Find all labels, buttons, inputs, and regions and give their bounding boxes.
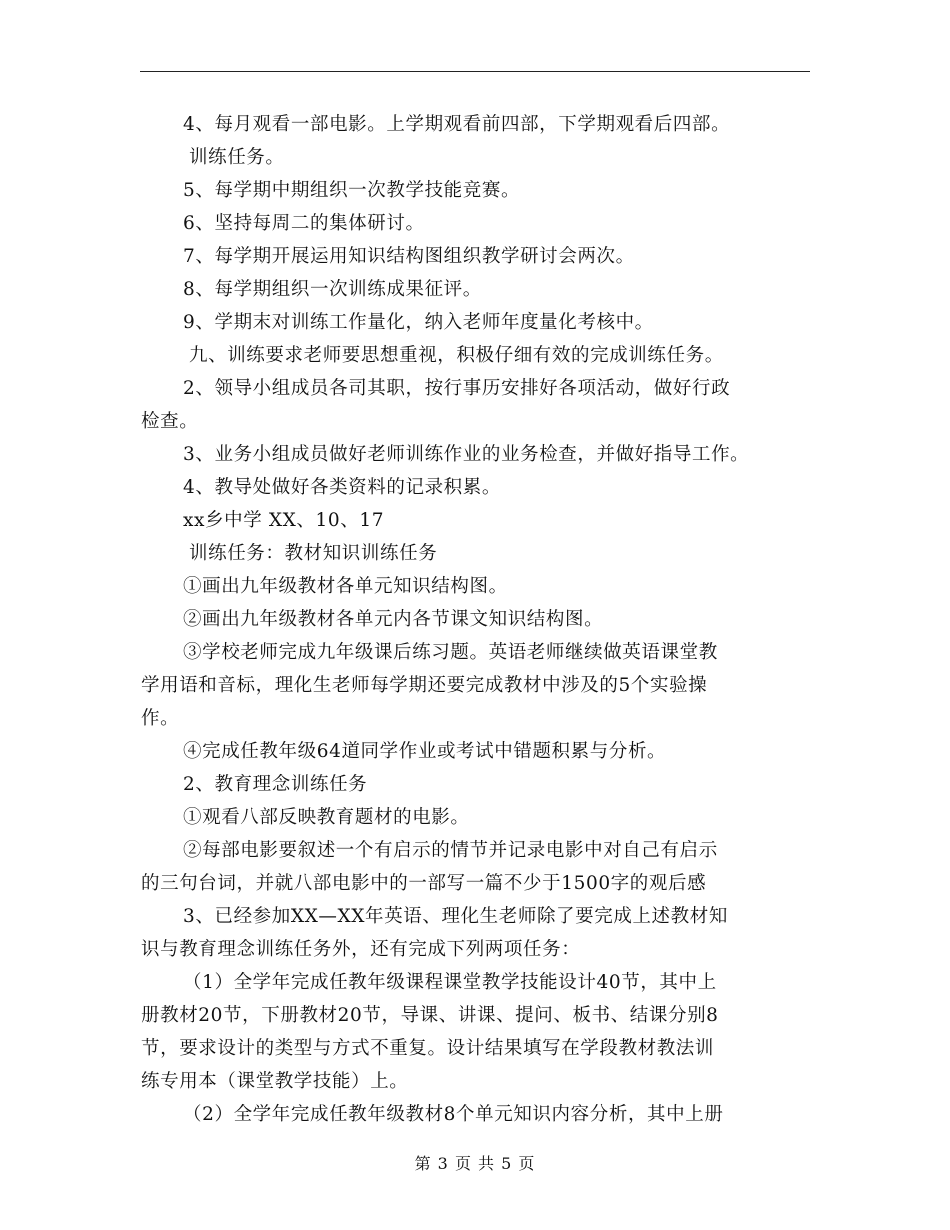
- text-line: 2、领导小组成员各司其职，按行事历安排好各项活动，做好行政: [183, 378, 731, 399]
- text-line: 5、每学期中期组织一次教学技能竞赛。: [183, 180, 521, 201]
- text-line: ③学校老师完成九年级课后练习题。英语老师继续做英语课堂教: [183, 642, 718, 663]
- text-line: ②画出九年级教材各单元内各节课文知识结构图。: [183, 609, 604, 630]
- text-line: ②每部电影要叙述一个有启示的情节并记录电影中对自己有启示: [183, 840, 718, 861]
- text-line: 2、教育理念训练任务: [183, 774, 368, 795]
- text-line: 7、每学期开展运用知识结构图组织教学研讨会两次。: [183, 246, 635, 267]
- text-line: （2）全学年完成任教年级教材8个单元知识内容分析，其中上册: [183, 1104, 724, 1125]
- text-line: ①画出九年级教材各单元知识结构图。: [183, 576, 508, 597]
- text-line: 4、每月观看一部电影。上学期观看前四部，下学期观看后四部。: [183, 114, 731, 135]
- text-line: 3、业务小组成员做好老师训练作业的业务检查，并做好指导工作。: [183, 444, 750, 465]
- text-line: （1）全学年完成任教年级课程课堂教学技能设计40节，其中上: [183, 972, 717, 993]
- text-line: 册教材20节，下册教材20节，导课、讲课、提问、板书、结课分别8: [141, 1005, 719, 1026]
- text-line: 3、已经参加XX—XX年英语、理化生老师除了要完成上述教材知: [183, 906, 728, 927]
- page-number-footer: 第 3 页 共 5 页: [414, 1154, 536, 1173]
- text-line: ④完成任教年级64道同学作业或考试中错题积累与分析。: [183, 741, 667, 762]
- text-line: 4、教导处做好各类资料的记录积累。: [183, 477, 501, 498]
- text-line: 9、学期末对训练工作量化，纳入老师年度量化考核中。: [183, 312, 654, 333]
- text-line: 学用语和音标，理化生老师每学期还要完成教材中涉及的5个实验操: [141, 675, 708, 696]
- text-line: 训练任务：教材知识训练任务: [189, 543, 438, 564]
- text-line: 检查。: [141, 411, 199, 432]
- text-line: xx乡中学 XX、10、17: [183, 510, 385, 531]
- text-line: ①观看八部反映教育题材的电影。: [183, 807, 470, 828]
- text-line: 8、每学期组织一次训练成果征评。: [183, 279, 482, 300]
- text-line: 识与教育理念训练任务外，还有完成下列两项任务：: [141, 939, 581, 960]
- text-line: 作。: [141, 708, 180, 729]
- text-line: 训练任务。: [189, 147, 285, 168]
- text-line: 练专用本（课堂教学技能）上。: [141, 1071, 409, 1092]
- text-line: 九、训练要求老师要思想重视，积极仔细有效的完成训练任务。: [189, 345, 724, 366]
- text-line: 6、坚持每周二的集体研讨。: [183, 213, 425, 234]
- text-line: 的三句台词，并就八部电影中的一部写一篇不少于1500字的观后感: [141, 873, 707, 894]
- text-line: 节，要求设计的类型与方式不重复。设计结果填写在学段教材教法训: [141, 1038, 715, 1059]
